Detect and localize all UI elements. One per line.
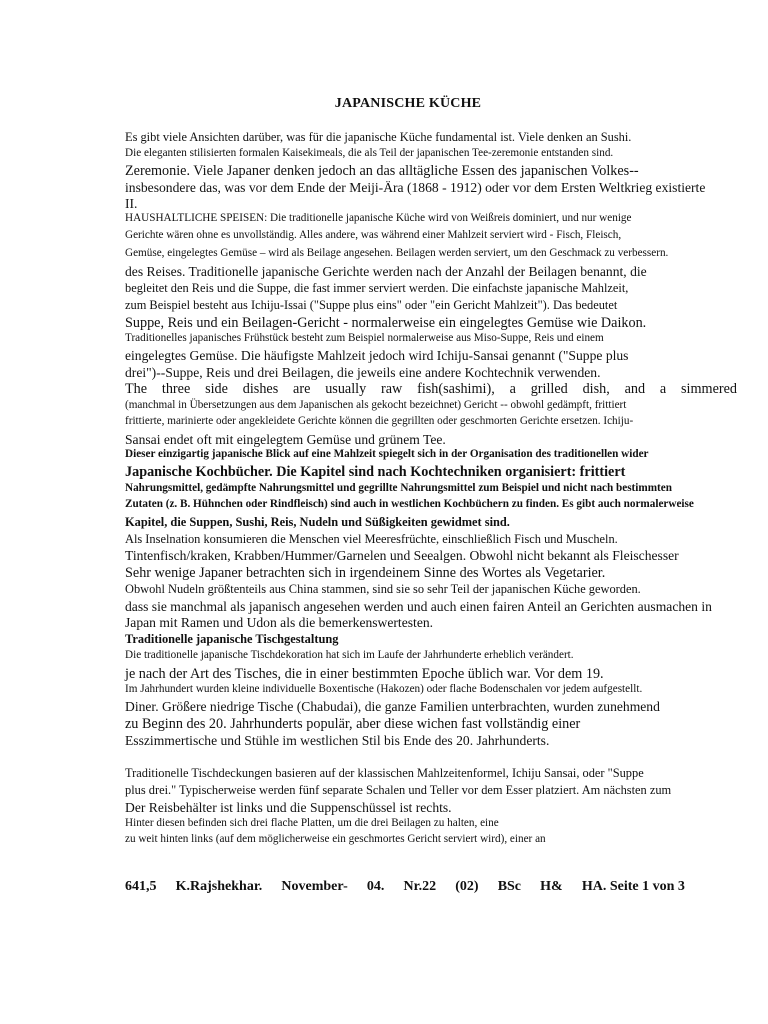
footer-item: K.Rajshekhar. <box>175 879 263 894</box>
page-footer <box>125 879 685 895</box>
text-line: zu Beginn des 20. Jahrhunderts populär, aber diese wichen fast vollständig einer <box>125 716 581 732</box>
text-line: Die eleganten stilisierten formalen Kaisekimeals, die als Teil der japanischen Tee-zeremonie entstanden sind. <box>125 147 614 159</box>
text-line: (manchmal in Übersetzungen aus dem Japanischen als gekocht bezeichnet) Gericht -- obwohl gedämpft, frittiert <box>125 399 627 411</box>
footer-item: 04. <box>366 879 385 894</box>
text-line: Obwohl Nudeln größtenteils aus China stammen, sind sie so sehr Teil der japanischen Küche geworden. <box>125 582 641 596</box>
text-line: Esszimmertische und Stühle im westlichen Stil bis Ende des 20. Jahrhunderts. <box>125 733 550 748</box>
text-line: insbesondere das, was vor dem Ende der Meiji-Ära (1868 - 1912) oder vor dem Ersten Weltkrieg existierte <box>125 180 706 195</box>
text-line: Tintenfisch/kraken, Krabben/Hummer/Garnelen und Seealgen. Obwohl nicht bekannt als Fleischesser <box>125 548 679 563</box>
text-line: II. <box>125 196 138 211</box>
text-line: Die traditionelle japanische Tischdekoration hat sich im Laufe der Jahrhunderte erheblich verändert. <box>125 649 574 661</box>
text-line: Gemüse, eingelegtes Gemüse – wird als Beilage angesehen. Beilagen werden serviert, um den Geschmack zu verbessern. <box>125 247 669 259</box>
text-line: Gerichte wären ohne es unvollständig. Alles andere, was während einer Mahlzeit serviert wird - Fisch, Fleisch, <box>125 229 622 241</box>
text-line: drei")--Suppe, Reis und drei Beilagen, die jeweils eine andere Kochtechnik verwenden. <box>125 365 601 380</box>
text-line: Es gibt viele Ansichten darüber, was für die japanische Küche fundamental ist. Viele denken an Sushi. <box>125 130 632 144</box>
footer-item: November- <box>281 879 348 894</box>
text-line: Japanische Kochbücher. Die Kapitel sind nach Kochtechniken organisiert: frittiert <box>125 464 626 480</box>
text-line: Hinter diesen befinden sich drei flache Platten, um die drei Beilagen zu halten, eine <box>125 817 499 829</box>
text-line: Sehr wenige Japaner betrachten sich in irgendeinem Sinne des Wortes als Vegetarier. <box>125 565 606 581</box>
text-line: Zeremonie. Viele Japaner denken jedoch an das alltägliche Essen des japanischen Volkes-- <box>125 163 639 179</box>
text-line: Im Jahrhundert wurden kleine individuelle Boxentische (Hakozen) oder flache Bodenschalen vor jedem aufgestellt. <box>125 683 643 695</box>
text-line: Zutaten (z. B. Hühnchen oder Rindfleisch) sind auch in westlichen Kochbüchern zu finden. Es gibt auch normalerweise <box>125 498 694 510</box>
text-line: Diner. Größere niedrige Tische (Chabudai), die ganze Familien unterbrachten, wurden zunehmend <box>125 699 660 714</box>
text-line: eingelegtes Gemüse. Die häufigste Mahlzeit jedoch wird Ichiju-Sansai genannt ("Suppe plus <box>125 348 629 363</box>
footer-item: HA. Seite 1 von 3 <box>581 879 685 894</box>
text-line: zu weit hinten links (auf dem möglicherweise ein geschmortes Gericht serviert wird), einer an <box>125 833 546 845</box>
text-line: des Reises. Traditionelle japanische Gerichte werden nach der Anzahl der Beilagen benannt, die <box>125 264 647 279</box>
footer-item: Nr.22 <box>403 879 437 894</box>
footer-item: BSc <box>497 879 522 894</box>
text-line: Kapitel, die Suppen, Sushi, Reis, Nudeln und Süßigkeiten gewidmet sind. <box>125 515 510 529</box>
text-line: frittierte, marinierte oder angekleidete Gerichte können die gegrillten oder geschmorten Gerichte ersetzen. Ichiju- <box>125 415 634 427</box>
section-heading: Traditionelle japanische Tischgestaltung <box>125 632 339 646</box>
text-line: je nach der Art des Tisches, die in einer bestimmten Epoche üblich war. Vor dem 19. <box>125 666 604 682</box>
text-line: Als Inselnation konsumieren die Menschen viel Meeresfrüchte, einschließlich Fisch und Muscheln. <box>125 532 618 546</box>
text-line: The three side dishes are usually raw fish(sashimi), a grilled dish, and a simmered <box>125 381 737 397</box>
text-line: Traditionelle Tischdeckungen basieren auf der klassischen Mahlzeitenformel, Ichiju Sansai, oder "Suppe <box>125 766 644 780</box>
footer-item: (02) <box>455 879 479 894</box>
page-title: JAPANISCHE KÜCHE <box>334 96 482 111</box>
text-line: dass sie manchmal als japanisch angesehen werden und auch einen fairen Anteil an Gerichten ausmachen in <box>125 599 712 614</box>
text-line: begleitet den Reis und die Suppe, die fast immer serviert werden. Die einfachste japanische Mahlzeit, <box>125 281 629 295</box>
text-line: Sansai endet oft mit eingelegtem Gemüse und grünem Tee. <box>125 432 446 447</box>
text-line: Nahrungsmittel, gedämpfte Nahrungsmittel und gegrillte Nahrungsmittel zum Beispiel und nicht nach bestimmten <box>125 482 672 494</box>
text-line: zum Beispiel besteht aus Ichiju-Issai ("Suppe plus eins" oder "ein Gericht Mahlzeit"). Das bedeutet <box>125 298 618 312</box>
footer-item: 641,5 <box>125 879 157 894</box>
text-line: Der Reisbehälter ist links und die Suppenschüssel ist rechts. <box>125 800 452 815</box>
text-line: Suppe, Reis und ein Beilagen-Gericht - normalerweise ein eingelegtes Gemüse wie Daikon. <box>125 315 647 331</box>
footer-item: H& <box>540 879 563 894</box>
text-line: plus drei." Typischerweise werden fünf separate Schalen und Teller vor dem Esser platziert. Am nächsten zum <box>125 783 672 797</box>
text-line: Traditionelles japanisches Frühstück besteht zum Beispiel normalerweise aus Miso-Suppe, Reis und einem <box>125 332 604 344</box>
text-line: HAUSHALTLICHE SPEISEN: Die traditionelle japanische Küche wird von Weißreis dominiert, und nur wenige <box>125 212 632 224</box>
text-line: Dieser einzigartig japanische Blick auf eine Mahlzeit spiegelt sich in der Organisation des traditionellen wider <box>125 448 649 460</box>
text-line: Japan mit Ramen und Udon als die bemerkenswertesten. <box>125 615 434 630</box>
